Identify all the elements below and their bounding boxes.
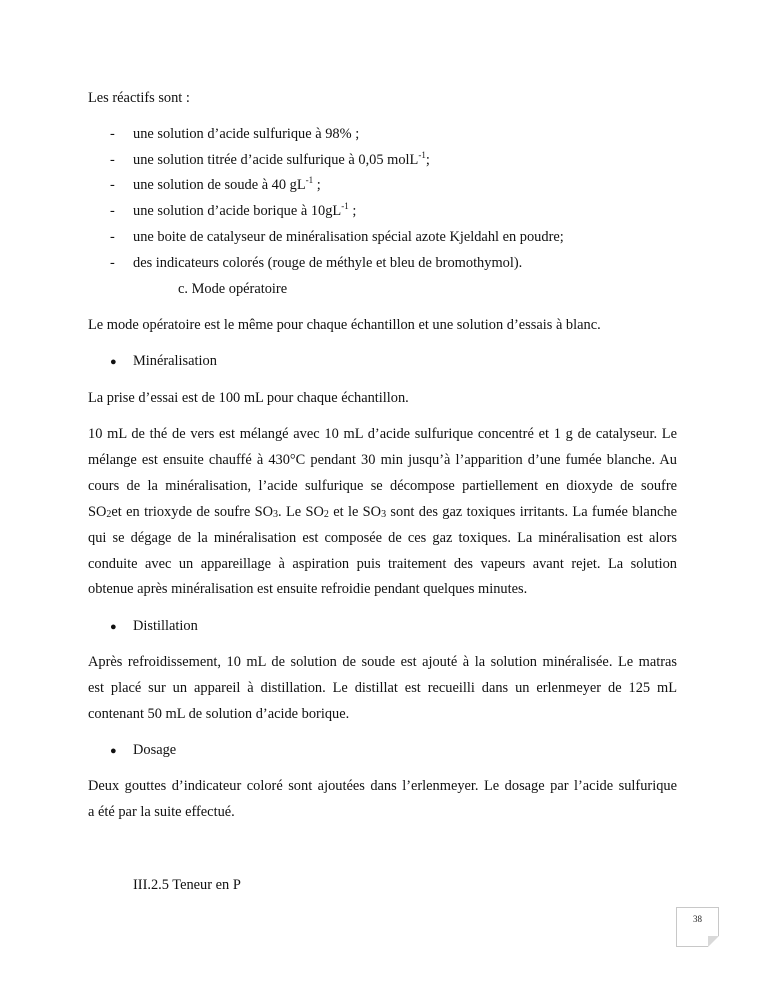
list-dash: - [110, 177, 115, 193]
text-line: cours de la minéralisation, l’acide sulfurique se décompose partiellement en dioxyde de soufre [88, 478, 677, 494]
list-dash: - [110, 229, 115, 245]
step-heading-mineralisation: Minéralisation [133, 353, 217, 369]
step-heading-dosage: Dosage [133, 742, 177, 758]
text-line: conduite avec un appareillage à aspiration puis traitement des vapeurs avant rejet. La solution [88, 556, 677, 572]
list-item: une solution titrée d’acide sulfurique à 0,05 molL$^{-1}$; [133, 150, 430, 168]
bullet-icon: ● [110, 356, 117, 368]
list-dash: - [110, 152, 115, 168]
text-line: qui se dégage de la minéralisation est composée de ces gaz toxiques. La minéralisation est alors [88, 530, 677, 546]
section-title: III.2.5 Teneur en P [133, 877, 241, 893]
text-line: Après refroidissement, 10 mL de solution de soude est ajouté à la solution minéralisée. Le matras [88, 654, 677, 670]
text-line: Deux gouttes d’indicateur coloré sont ajoutées dans l’erlenmeyer. Le dosage par l’acide sulfurique [88, 778, 677, 794]
list-dash: - [110, 255, 115, 271]
list-dash: - [110, 126, 115, 142]
subsection-heading: c. Mode opératoire [178, 281, 288, 297]
text-line: mélange est ensuite chauffé à 430°C pendant 30 min jusqu’à l’apparition d’une fumée blanche. Au [88, 452, 677, 468]
text-line: $SO_2et$ en trioxyde de soufre $SO_3$. Le $SO_2$ et le $SO_3$ sont des gaz toxiques irritants. La fumée blanche [88, 504, 677, 520]
bullet-icon: ● [110, 621, 117, 633]
page-number-box [676, 907, 719, 947]
list-item: une solution de soude à 40 $gL^{-1}$ ; [133, 175, 321, 193]
page-curl-icon [708, 936, 719, 947]
page-number: 38 [693, 914, 702, 924]
list-item: une solution d’acide borique à $10gL^{-1}$ ; [133, 201, 357, 219]
text-line: contenant 50 mL de solution d’acide borique. [88, 706, 350, 722]
step-heading-distillation: Distillation [133, 618, 198, 634]
text-line: est placé sur un appareil à distillation. Le distillat est recueilli dans un erlenmeyer de 125 mL [88, 680, 677, 696]
reagents-intro: Les réactifs sont : [88, 90, 190, 106]
text-line: a été par la suite effectué. [88, 804, 235, 820]
list-dash: - [110, 203, 115, 219]
paragraph: Le mode opératoire est le même pour chaque échantillon et une solution d’essais à blanc. [88, 317, 601, 333]
list-item: une solution d’acide sulfurique à 98% ; [133, 126, 360, 142]
list-item: une boite de catalyseur de minéralisation spécial azote Kjeldahl en poudre; [133, 229, 564, 245]
list-item: des indicateurs colorés (rouge de méthyle et bleu de bromothymol). [133, 255, 523, 271]
paragraph: La prise d’essai est de 100 mL pour chaque échantillon. [88, 390, 409, 406]
text-line: 10 mL de thé de vers est mélangé avec 10 mL d’acide sulfurique concentré et 1 g de catalyseur. Le [88, 426, 677, 442]
text-line: obtenue après minéralisation est ensuite refroidie pendant quelques minutes. [88, 581, 528, 597]
bullet-icon: ● [110, 745, 117, 757]
